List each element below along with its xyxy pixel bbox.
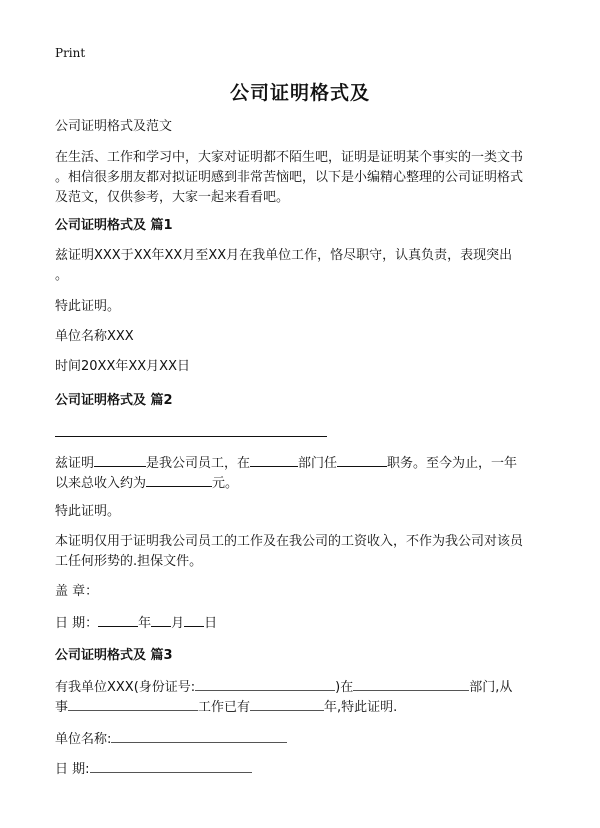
section2-seal: 盖 章： xyxy=(55,584,99,599)
section3-date-label: 日 期: xyxy=(55,762,90,777)
id-number-blank xyxy=(195,676,335,691)
date-blank xyxy=(90,758,252,773)
section3-date xyxy=(55,758,555,780)
section2-date-day: 日 xyxy=(204,616,218,631)
section2-note-line-1: 本证明仅用于证明我公司员工的工作及在我公司的工资收入，不作为我公司对该员 xyxy=(55,534,524,549)
section3-line-2 xyxy=(55,696,555,718)
section1-body-line-2: 。 xyxy=(55,268,69,283)
document-subtitle: 公司证明格式及范文 xyxy=(55,119,173,134)
section2-line-2 xyxy=(55,472,555,494)
section3-line1-c: 部门,从 xyxy=(469,680,513,695)
intro-line-3: 及范文，仅供参考，大家一起来看看吧。 xyxy=(55,190,290,205)
section1-time: 时间20XX年XX月XX日 xyxy=(55,359,190,374)
section3-line1-b: )在 xyxy=(335,680,354,695)
years-blank xyxy=(250,696,324,711)
unit-name-blank xyxy=(111,728,287,743)
section2-note-line-2: 工任何形势的.担保文件。 xyxy=(55,554,203,569)
section3-line2-b: 工作已有 xyxy=(198,700,251,715)
section2-line1-d: 职务。至今为止，一年 xyxy=(387,456,518,471)
section3-line-1 xyxy=(55,676,555,698)
section2-heading: 公司证明格式及 篇2 xyxy=(55,393,173,408)
day-blank xyxy=(184,612,204,627)
section1-body-line-1: 兹证明XXX于XX年XX月至XX月在我单位工作，恪尽职守，认真负责，表现突出 xyxy=(55,248,513,263)
intro-line-1: 在生活、工作和学习中，大家对证明都不陌生吧，证明是证明某个事实的一类文书 xyxy=(55,150,524,165)
section3-line2-c: 年,特此证明. xyxy=(324,700,398,715)
section1-heading: 公司证明格式及 篇1 xyxy=(55,218,173,233)
month-blank xyxy=(151,612,171,627)
section1-special: 特此证明。 xyxy=(55,299,121,314)
department-blank-2 xyxy=(353,676,469,691)
section3-unit xyxy=(55,728,555,750)
section3-unit-label: 单位名称: xyxy=(55,732,112,747)
name-blank xyxy=(94,452,146,467)
section3-line1-a: 有我单位XXX(身份证号: xyxy=(55,680,196,695)
section2-line2-b: 元。 xyxy=(212,476,239,491)
year-blank xyxy=(98,612,138,627)
section2-line-1 xyxy=(55,452,555,474)
print-label: Print xyxy=(55,46,86,60)
section2-date xyxy=(55,612,555,634)
section2-special: 特此证明。 xyxy=(55,504,121,519)
section2-line1-a: 兹证明 xyxy=(55,456,95,471)
intro-line-2: 。相信很多朋友都对拟证明感到非常苦恼吧，以下是小编精心整理的公司证明格式 xyxy=(55,170,524,185)
section2-date-month: 月 xyxy=(171,616,185,631)
position-blank xyxy=(337,452,387,467)
section2-line1-c: 部门任 xyxy=(298,456,338,471)
section2-top-rule xyxy=(55,436,327,437)
section1-unit: 单位名称XXX xyxy=(55,329,134,344)
income-blank xyxy=(146,472,212,487)
section2-line2-a: 以来总收入约为 xyxy=(55,476,147,491)
document-title: 公司证明格式及 xyxy=(229,82,370,104)
section3-heading: 公司证明格式及 篇3 xyxy=(55,648,173,663)
section2-date-year: 年 xyxy=(138,616,152,631)
section3-line2-a: 事 xyxy=(55,700,69,715)
work-blank xyxy=(68,696,198,711)
section2-line1-b: 是我公司员工，在 xyxy=(146,456,251,471)
department-blank xyxy=(250,452,298,467)
section2-date-label: 日 期： xyxy=(55,616,99,631)
